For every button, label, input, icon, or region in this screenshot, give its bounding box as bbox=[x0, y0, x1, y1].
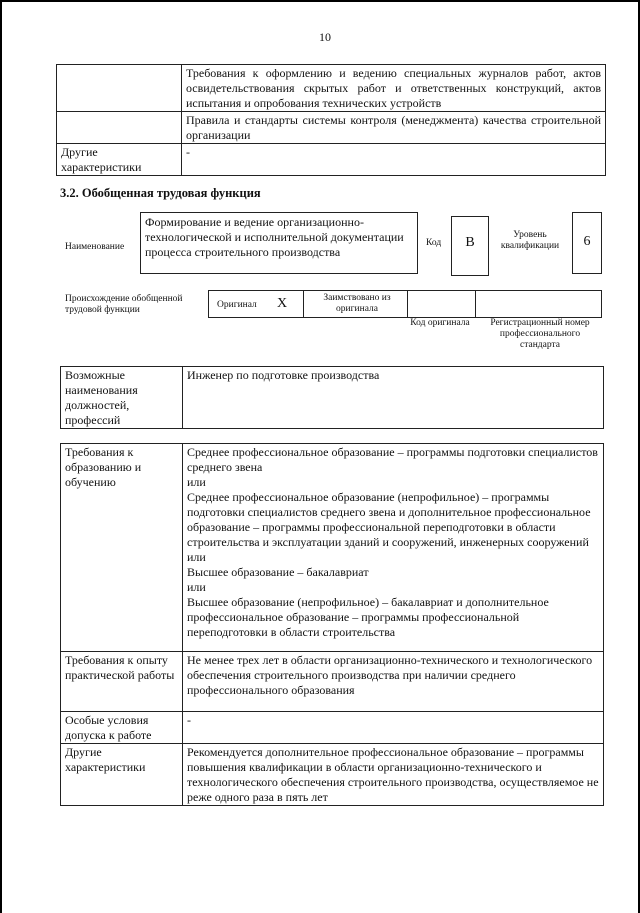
table-cell-value: Не менее трех лет в области организационно-технического и технологического обеспечения строительного производства при наличии среднего профессионального образования bbox=[183, 652, 604, 712]
requirement-line: или bbox=[187, 580, 206, 594]
table-cell-label: Требования к опыту практической работы bbox=[61, 652, 183, 712]
origin-label: Происхождение обобщенной трудовой функции bbox=[65, 294, 183, 315]
table-cell-label: Другие характеристики bbox=[57, 144, 182, 176]
table-cell-label bbox=[57, 112, 182, 144]
divider bbox=[475, 291, 476, 317]
requirement-line: Высшее образование (непрофильное) – бакалавриат и дополнительное профессиональное образование – программы профессиональной переподготовки в области строительства bbox=[187, 595, 549, 639]
requirement-line: Высшее образование – бакалавриат bbox=[187, 565, 369, 579]
table-row bbox=[61, 444, 604, 652]
table-cell-label: Требования к образованию и обучению bbox=[61, 444, 183, 652]
borrowed-label: Заимствовано из оригинала bbox=[323, 293, 391, 314]
table-row bbox=[57, 112, 606, 144]
table-cell-label: Другие характеристики bbox=[61, 744, 183, 806]
section-title: 3.2. Обобщенная трудовая функция bbox=[60, 186, 261, 200]
table-row bbox=[61, 367, 604, 429]
requirement-line: Среднее профессиональное образование (непрофильное) – программы подготовки специалистов среднего звена и дополнительное профессиональное образование – программы профессиональной переподготовки в области строительства и эксплуатации зданий и сооружений, инженерных сооружений bbox=[187, 490, 591, 549]
table-row bbox=[61, 744, 604, 806]
top-table bbox=[56, 64, 606, 176]
level-label: Уровень квалификации bbox=[500, 230, 560, 251]
table-row bbox=[57, 65, 606, 112]
origin-row bbox=[208, 290, 602, 318]
code-original-caption: Код оригинала bbox=[410, 318, 470, 328]
code-label: Код bbox=[426, 238, 442, 248]
table-row bbox=[61, 652, 604, 712]
divider bbox=[407, 291, 408, 317]
positions-table bbox=[60, 366, 604, 429]
table-row bbox=[57, 144, 606, 176]
code-value-box: В bbox=[451, 216, 489, 276]
requirement-line: Среднее профессиональное образование – программы подготовки специалистов среднего звена bbox=[187, 445, 598, 474]
table-cell-value: - bbox=[183, 712, 604, 744]
table-cell-value: Рекомендуется дополнительное профессиональное образование – программы повышения квалификации в области организационно-технического и технологического обеспечения строительного производства, осуществляемое не реже одного раза в пять лет bbox=[183, 744, 604, 806]
level-value-box: 6 bbox=[572, 212, 602, 274]
scan-border-left bbox=[0, 0, 2, 913]
page-number: 10 bbox=[319, 30, 331, 44]
table-row bbox=[61, 712, 604, 744]
original-mark: X bbox=[277, 296, 288, 311]
table-cell-label: Возможные наименования должностей, профессий bbox=[61, 367, 183, 429]
table-cell-label bbox=[57, 65, 182, 112]
function-name-box: Формирование и ведение организационно-технологической и исполнительной документации процесса строительного производства bbox=[140, 212, 418, 274]
table-cell-value: Правила и стандарты системы контроля (менеджмента) качества строительной организации bbox=[182, 112, 606, 144]
table-cell-label: Особые условия допуска к работе bbox=[61, 712, 183, 744]
table-cell-value: Инженер по подготовке производства bbox=[183, 367, 604, 429]
reg-number-caption: Регистрационный номер профессионального стандарта bbox=[490, 318, 590, 350]
name-label: Наименование bbox=[65, 242, 125, 252]
table-cell-value: Требования к оформлению и ведению специальных журналов работ, актов освидетельствования скрытых работ и ответственных конструкций, актов испытания и опробования технических устройств bbox=[182, 65, 606, 112]
table-cell-value: - bbox=[182, 144, 606, 176]
requirements-table bbox=[60, 443, 604, 806]
scan-border-top bbox=[0, 0, 640, 2]
requirement-line: или bbox=[187, 475, 206, 489]
divider bbox=[303, 291, 304, 317]
table-cell-value bbox=[183, 444, 604, 652]
original-label: Оригинал bbox=[217, 300, 257, 310]
requirement-line: или bbox=[187, 550, 206, 564]
